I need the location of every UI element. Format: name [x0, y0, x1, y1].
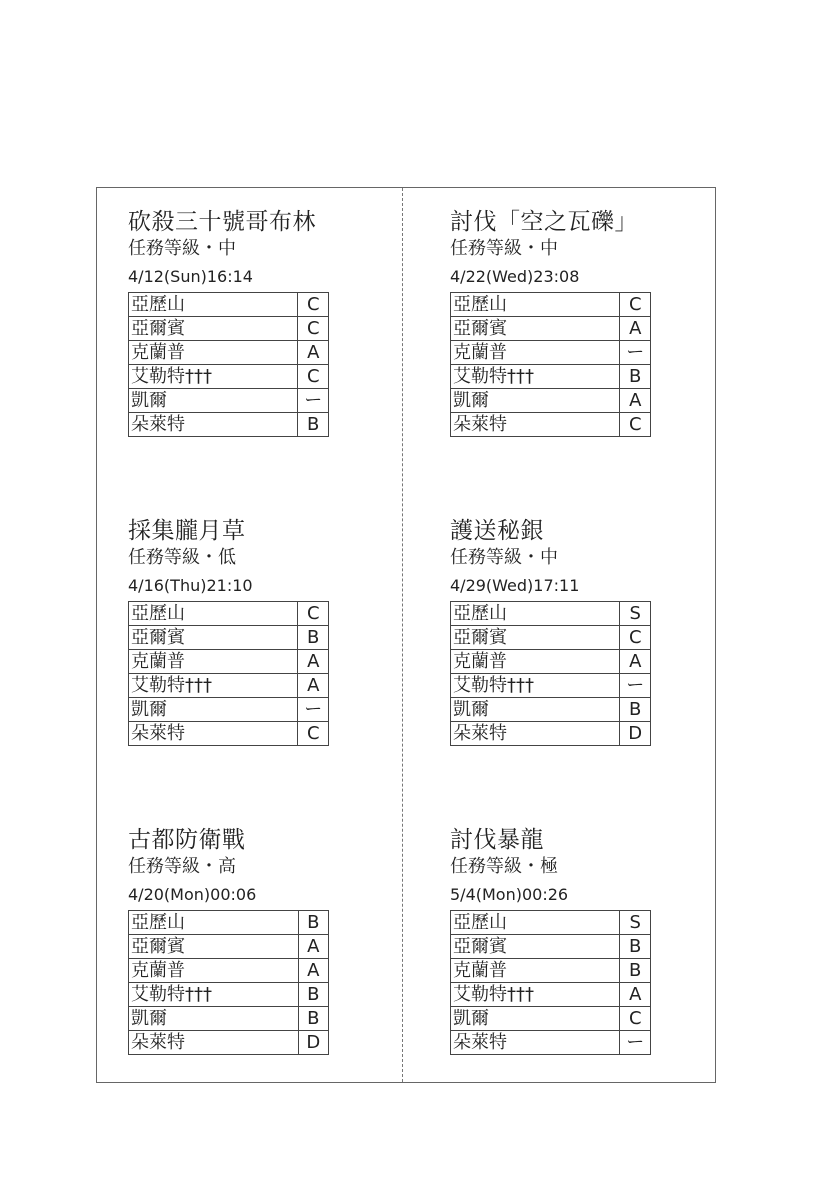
- member-name: 克蘭普: [451, 650, 620, 674]
- roster-row: [129, 365, 329, 389]
- quest-level: 任務等級・極: [450, 856, 558, 877]
- quest-card: [450, 826, 690, 1055]
- roster-row: [129, 674, 329, 698]
- roster-row: [451, 293, 651, 317]
- member-grade: C: [620, 626, 651, 650]
- quest-level: 任務等級・高: [128, 856, 236, 877]
- member-name: 艾勒特†††: [451, 365, 620, 389]
- member-name: 艾勒特†††: [129, 983, 299, 1007]
- quest-datetime: 4/12(Sun)16:14: [128, 267, 253, 286]
- member-grade: C: [298, 365, 329, 389]
- quest-card: [128, 208, 368, 437]
- roster-row: [129, 983, 329, 1007]
- roster-row: [129, 602, 329, 626]
- quest-title: 討伐「空之瓦礫」: [450, 209, 638, 235]
- member-grade: A: [620, 983, 651, 1007]
- roster-row: [129, 959, 329, 983]
- member-name: 朵萊特: [451, 413, 620, 437]
- member-grade: A: [298, 674, 329, 698]
- quest-card: [128, 517, 368, 746]
- member-name: 艾勒特†††: [451, 674, 620, 698]
- quest-title: 砍殺三十號哥布林: [128, 209, 316, 235]
- member-grade: B: [620, 935, 651, 959]
- member-grade: A: [298, 959, 328, 983]
- member-grade: D: [298, 1031, 328, 1055]
- quest-level: 任務等級・中: [128, 238, 236, 259]
- member-grade: S: [620, 911, 651, 935]
- member-name: 艾勒特†††: [129, 674, 298, 698]
- member-grade: B: [298, 413, 329, 437]
- quest-level: 任務等級・中: [450, 547, 558, 568]
- member-name: 亞爾賓: [129, 317, 298, 341]
- member-name: 亞歷山: [451, 602, 620, 626]
- roster-table: [450, 910, 651, 1055]
- roster-row: [129, 293, 329, 317]
- member-grade: A: [620, 650, 651, 674]
- member-name: 凱爾: [129, 1007, 299, 1031]
- roster-row: [451, 674, 651, 698]
- member-name: 亞爾賓: [129, 935, 299, 959]
- member-grade: C: [620, 1007, 651, 1031]
- member-grade: ー: [620, 1031, 651, 1055]
- member-name: 凱爾: [129, 698, 298, 722]
- member-grade: B: [620, 365, 651, 389]
- member-name: 亞爾賓: [451, 626, 620, 650]
- member-grade: C: [298, 602, 329, 626]
- member-grade: B: [298, 983, 328, 1007]
- member-name: 艾勒特†††: [129, 365, 298, 389]
- roster-row: [129, 626, 329, 650]
- member-name: 亞爾賓: [451, 935, 620, 959]
- roster-row: [451, 365, 651, 389]
- member-grade: A: [620, 317, 651, 341]
- member-grade: B: [298, 911, 328, 935]
- member-name: 朵萊特: [129, 1031, 299, 1055]
- roster-table: [128, 601, 329, 746]
- roster-row: [129, 317, 329, 341]
- member-name: 亞爾賓: [129, 626, 298, 650]
- roster-row: [451, 698, 651, 722]
- roster-row: [129, 1007, 329, 1031]
- member-name: 朵萊特: [451, 1031, 620, 1055]
- member-name: 朵萊特: [129, 413, 298, 437]
- quest-level: 任務等級・中: [450, 238, 558, 259]
- member-grade: A: [620, 389, 651, 413]
- quest-datetime: 5/4(Mon)00:26: [450, 885, 569, 904]
- member-name: 亞歷山: [129, 911, 299, 935]
- member-grade: C: [298, 722, 329, 746]
- quest-datetime: 4/29(Wed)17:11: [450, 576, 580, 595]
- roster-row: [451, 650, 651, 674]
- roster-row: [451, 626, 651, 650]
- member-grade: D: [620, 722, 651, 746]
- member-grade: S: [620, 602, 651, 626]
- member-name: 克蘭普: [129, 341, 298, 365]
- roster-row: [451, 722, 651, 746]
- member-grade: ー: [620, 341, 651, 365]
- roster-table: [128, 910, 329, 1055]
- member-name: 朵萊特: [129, 722, 298, 746]
- roster-table: [450, 292, 651, 437]
- member-name: 克蘭普: [451, 341, 620, 365]
- member-name: 凱爾: [451, 389, 620, 413]
- member-grade: C: [620, 413, 651, 437]
- roster-row: [451, 911, 651, 935]
- quest-title: 討伐暴龍: [450, 827, 544, 853]
- roster-row: [451, 959, 651, 983]
- quest-datetime: 4/16(Thu)21:10: [128, 576, 253, 595]
- member-grade: ー: [620, 674, 651, 698]
- roster-row: [451, 317, 651, 341]
- roster-row: [451, 341, 651, 365]
- roster-row: [129, 911, 329, 935]
- member-name: 亞歷山: [451, 911, 620, 935]
- member-grade: C: [298, 293, 329, 317]
- roster-table: [128, 292, 329, 437]
- quest-level: 任務等級・低: [128, 547, 236, 568]
- member-name: 朵萊特: [451, 722, 620, 746]
- member-name: 亞歷山: [451, 293, 620, 317]
- quest-datetime: 4/22(Wed)23:08: [450, 267, 580, 286]
- member-name: 凱爾: [451, 698, 620, 722]
- quest-datetime: 4/20(Mon)00:06: [128, 885, 257, 904]
- member-name: 克蘭普: [451, 959, 620, 983]
- member-grade: A: [298, 935, 328, 959]
- quest-card: [128, 826, 368, 1055]
- member-name: 亞歷山: [129, 602, 298, 626]
- roster-row: [129, 650, 329, 674]
- member-name: 亞歷山: [129, 293, 298, 317]
- member-grade: C: [298, 317, 329, 341]
- roster-row: [451, 389, 651, 413]
- member-name: 凱爾: [129, 389, 298, 413]
- roster-table: [450, 601, 651, 746]
- member-grade: ー: [298, 698, 329, 722]
- roster-row: [451, 1031, 651, 1055]
- roster-row: [129, 389, 329, 413]
- roster-row: [451, 602, 651, 626]
- quest-title: 古都防衛戰: [128, 827, 246, 853]
- member-grade: C: [620, 293, 651, 317]
- member-grade: A: [298, 650, 329, 674]
- member-name: 克蘭普: [129, 959, 299, 983]
- member-name: 艾勒特†††: [451, 983, 620, 1007]
- member-grade: B: [620, 959, 651, 983]
- roster-row: [451, 983, 651, 1007]
- member-grade: B: [298, 1007, 328, 1031]
- member-name: 凱爾: [451, 1007, 620, 1031]
- member-grade: ー: [298, 389, 329, 413]
- quest-card: [450, 208, 690, 437]
- roster-row: [129, 1031, 329, 1055]
- roster-row: [129, 698, 329, 722]
- quest-title: 採集朧月草: [128, 518, 246, 544]
- roster-row: [129, 935, 329, 959]
- roster-row: [129, 341, 329, 365]
- roster-row: [129, 722, 329, 746]
- member-grade: B: [620, 698, 651, 722]
- member-name: 亞爾賓: [451, 317, 620, 341]
- roster-row: [129, 413, 329, 437]
- member-grade: A: [298, 341, 329, 365]
- roster-row: [451, 935, 651, 959]
- roster-row: [451, 1007, 651, 1031]
- center-cut-line: [402, 188, 403, 1082]
- roster-row: [451, 413, 651, 437]
- member-name: 克蘭普: [129, 650, 298, 674]
- quest-card: [450, 517, 690, 746]
- quest-title: 護送秘銀: [450, 518, 544, 544]
- member-grade: B: [298, 626, 329, 650]
